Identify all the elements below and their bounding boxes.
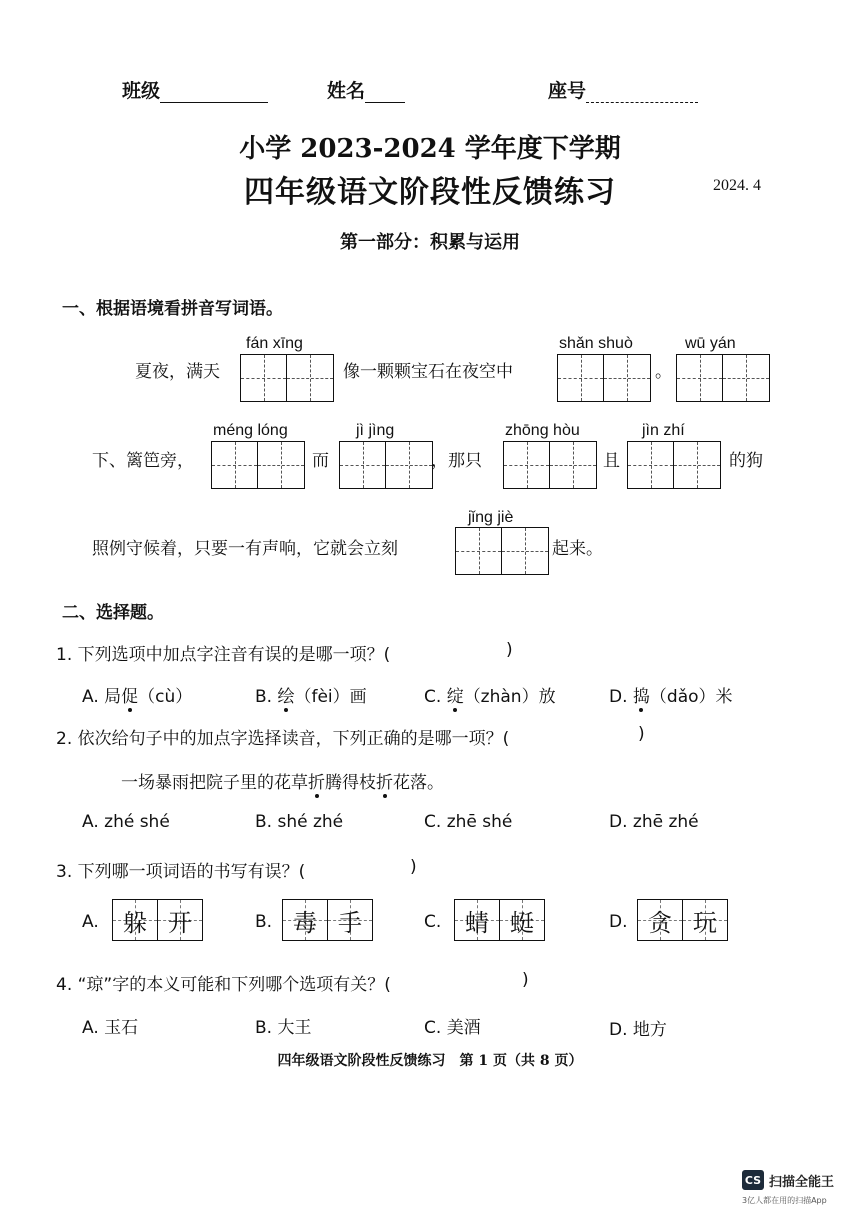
q2-option-a[interactable]: A. zhé shé xyxy=(82,812,170,832)
q4-stem: 4. “琼”字的本义可能和下列哪个选项有关？( xyxy=(56,975,391,995)
answer-grid-shan-shuo[interactable] xyxy=(557,354,651,402)
q2-paren-close: ) xyxy=(638,724,645,744)
s1-line1-text3: 。 xyxy=(655,362,672,382)
class-label: 班级 xyxy=(122,80,161,102)
q3-paren-close: ) xyxy=(410,857,417,877)
answer-grid-wu-yan[interactable] xyxy=(676,354,770,402)
pinyin-fan-xing: fán xīng xyxy=(246,335,303,352)
exam-title-line1: 小学 2023-2024 学年度下学期 xyxy=(239,134,621,164)
q3-option-c[interactable]: 蜻 蜓 xyxy=(454,899,545,941)
q3-option-b-letter: B. xyxy=(255,912,273,932)
s1-line2-text3: ，那只 xyxy=(431,451,482,471)
class-blank[interactable] xyxy=(160,102,268,103)
s1-line2-text1: 下、篱笆旁， xyxy=(92,451,194,471)
answer-grid-ji-jing[interactable] xyxy=(339,441,433,489)
seat-blank[interactable] xyxy=(586,102,698,103)
q3-option-b[interactable]: 毒 手 xyxy=(282,899,373,941)
q1-stem: 1. 下列选项中加点字注音有误的是哪一项？( xyxy=(56,645,391,665)
q3-option-d-letter: D. xyxy=(609,912,628,932)
s1-line1-text2: 像一颗颗宝石在夜空中 xyxy=(343,362,513,382)
q4-option-a[interactable]: A. 玉石 xyxy=(82,1018,139,1038)
s1-line2-text5: 的狗 xyxy=(729,451,763,471)
answer-grid-zhong-hou[interactable] xyxy=(503,441,597,489)
q4-paren-close: ) xyxy=(522,970,529,990)
q2-option-d[interactable]: D. zhē zhé xyxy=(609,812,699,832)
name-blank[interactable] xyxy=(365,102,405,103)
watermark-name: 扫描全能王 xyxy=(769,1174,835,1190)
camscanner-logo-icon: CS xyxy=(742,1170,764,1190)
name-field xyxy=(327,76,405,103)
seat-label: 座号 xyxy=(548,80,587,102)
q3-option-a-letter: A. xyxy=(82,912,99,932)
section2-heading: 二、选择题。 xyxy=(62,603,164,623)
q2-stem: 2. 依次给句子中的加点字选择读音，下列正确的是哪一项？( xyxy=(56,729,510,749)
q2-sentence: 一场暴雨把院子里的花草折腾得枝折花落。 xyxy=(121,768,444,793)
s1-line2-text2: 而 xyxy=(312,451,329,471)
q4-option-d[interactable]: D. 地方 xyxy=(609,1020,667,1040)
seat-field xyxy=(548,76,698,103)
q2-option-b[interactable]: B. shé zhé xyxy=(255,812,344,832)
q1-option-d[interactable]: D. 捣（dǎo）米 xyxy=(609,682,733,707)
section1-heading: 一、根据语境看拼音写词语。 xyxy=(62,299,283,319)
q4-option-c[interactable]: C. 美酒 xyxy=(424,1018,481,1038)
s1-line1-text1: 夏夜，满天 xyxy=(135,362,220,382)
q3-stem: 3. 下列哪一项词语的书写有误？( xyxy=(56,862,306,882)
q3-option-d[interactable]: 贪 玩 xyxy=(637,899,728,941)
q1-paren-close: ) xyxy=(506,640,513,660)
watermark-tagline: 3亿人都在用的扫描App xyxy=(742,1196,827,1205)
class-field xyxy=(122,76,268,103)
q1-option-c[interactable]: C. 绽（zhàn）放 xyxy=(424,682,556,707)
pinyin-jin-zhi: jìn zhí xyxy=(642,422,685,439)
answer-grid-fan-xing[interactable] xyxy=(240,354,334,402)
answer-grid-jing-jie[interactable] xyxy=(455,527,549,575)
q1-option-b[interactable]: B. 绘（fèi）画 xyxy=(255,682,367,707)
q2-option-c[interactable]: C. zhē shé xyxy=(424,812,513,832)
name-label: 姓名 xyxy=(327,80,366,102)
answer-grid-jin-zhi[interactable] xyxy=(627,441,721,489)
pinyin-jing-jie: jǐng jiè xyxy=(468,509,514,526)
page-footer: 四年级语文阶段性反馈练习 第 1 页（共 8 页） xyxy=(277,1053,583,1069)
pinyin-ji-jing: jì jìng xyxy=(356,422,395,439)
exam-date: 2024. 4 xyxy=(713,177,761,194)
s1-line3-text2: 起来。 xyxy=(552,539,603,559)
pinyin-meng-long: méng lóng xyxy=(213,422,288,439)
q3-option-a[interactable]: 躲 开 xyxy=(112,899,203,941)
scanner-watermark xyxy=(742,1170,834,1190)
s1-line2-text4: 且 xyxy=(603,451,620,471)
exam-title-line2: 四年级语文阶段性反馈练习 xyxy=(244,175,616,210)
s1-line3-text1: 照例守候着，只要一有声响，它就会立刻 xyxy=(92,539,398,559)
pinyin-zhong-hou: zhōng hòu xyxy=(505,422,580,439)
pinyin-shan-shuo: shǎn shuò xyxy=(559,335,633,352)
answer-grid-meng-long[interactable] xyxy=(211,441,305,489)
q4-option-b[interactable]: B. 大王 xyxy=(255,1018,312,1038)
q3-option-c-letter: C. xyxy=(424,912,442,932)
q1-option-a[interactable]: A. 局促（cù） xyxy=(82,682,192,707)
part-heading: 第一部分：积累与运用 xyxy=(340,232,520,253)
pinyin-wu-yan: wū yán xyxy=(685,335,736,352)
